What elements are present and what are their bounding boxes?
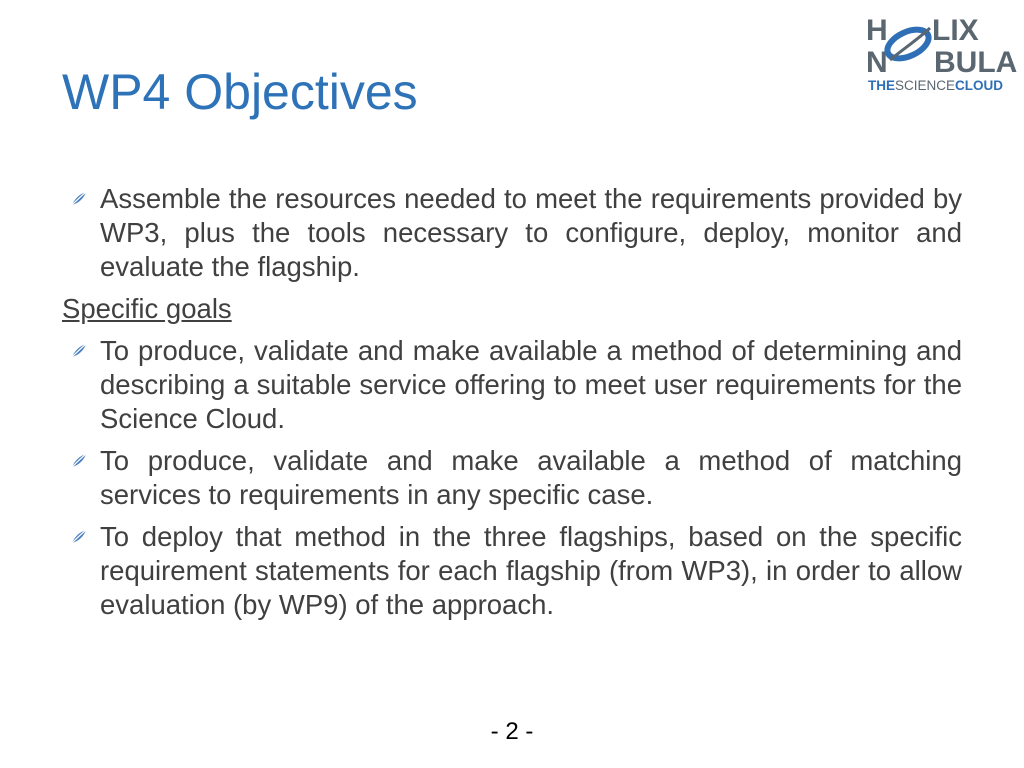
leaf-bullet-icon <box>70 528 88 546</box>
leaf-bullet-icon <box>70 190 88 208</box>
logo-letter-n: N <box>866 46 888 79</box>
bullet-item-goal-3 <box>62 520 962 622</box>
leaf-bullet-icon <box>70 452 88 470</box>
specific-goals-heading: Specific goals <box>62 293 232 324</box>
logo-swoosh-icon <box>883 24 933 64</box>
leaf-bullet-icon <box>70 342 88 360</box>
bullet-text: To produce, validate and make available a method of determining and describing a suitable service offering to meet user requirements for the Science Cloud. <box>100 335 962 434</box>
logo-letters-bula: BULA <box>934 46 1017 79</box>
logo-letters-lix: LIX <box>932 14 979 47</box>
bullet-text: To deploy that method in the three flagships, based on the specific requirement statements for each flagship (from WP3), in order to allow evaluation (by WP9) of the approach. <box>100 521 962 620</box>
logo-letter-h: H <box>866 14 888 47</box>
bullet-text: Assemble the resources needed to meet the requirements provided by WP3, plus the tools necessary to configure, deploy, monitor and evaluate the flagship. <box>100 183 962 282</box>
bullet-item-goal-1 <box>62 334 962 436</box>
page-number: - 2 - <box>490 718 534 745</box>
helix-nebula-logo <box>862 10 1017 98</box>
bullet-item-goal-2 <box>62 444 962 512</box>
slide-title: WP4 Objectives <box>62 64 418 120</box>
slide-content <box>62 182 962 630</box>
bullet-text: To produce, validate and make available a method of matching services to requirements in any specific case. <box>100 445 962 510</box>
logo-tagline: THESCIENCECLOUD <box>868 78 1004 93</box>
bullet-item-intro <box>62 182 962 284</box>
